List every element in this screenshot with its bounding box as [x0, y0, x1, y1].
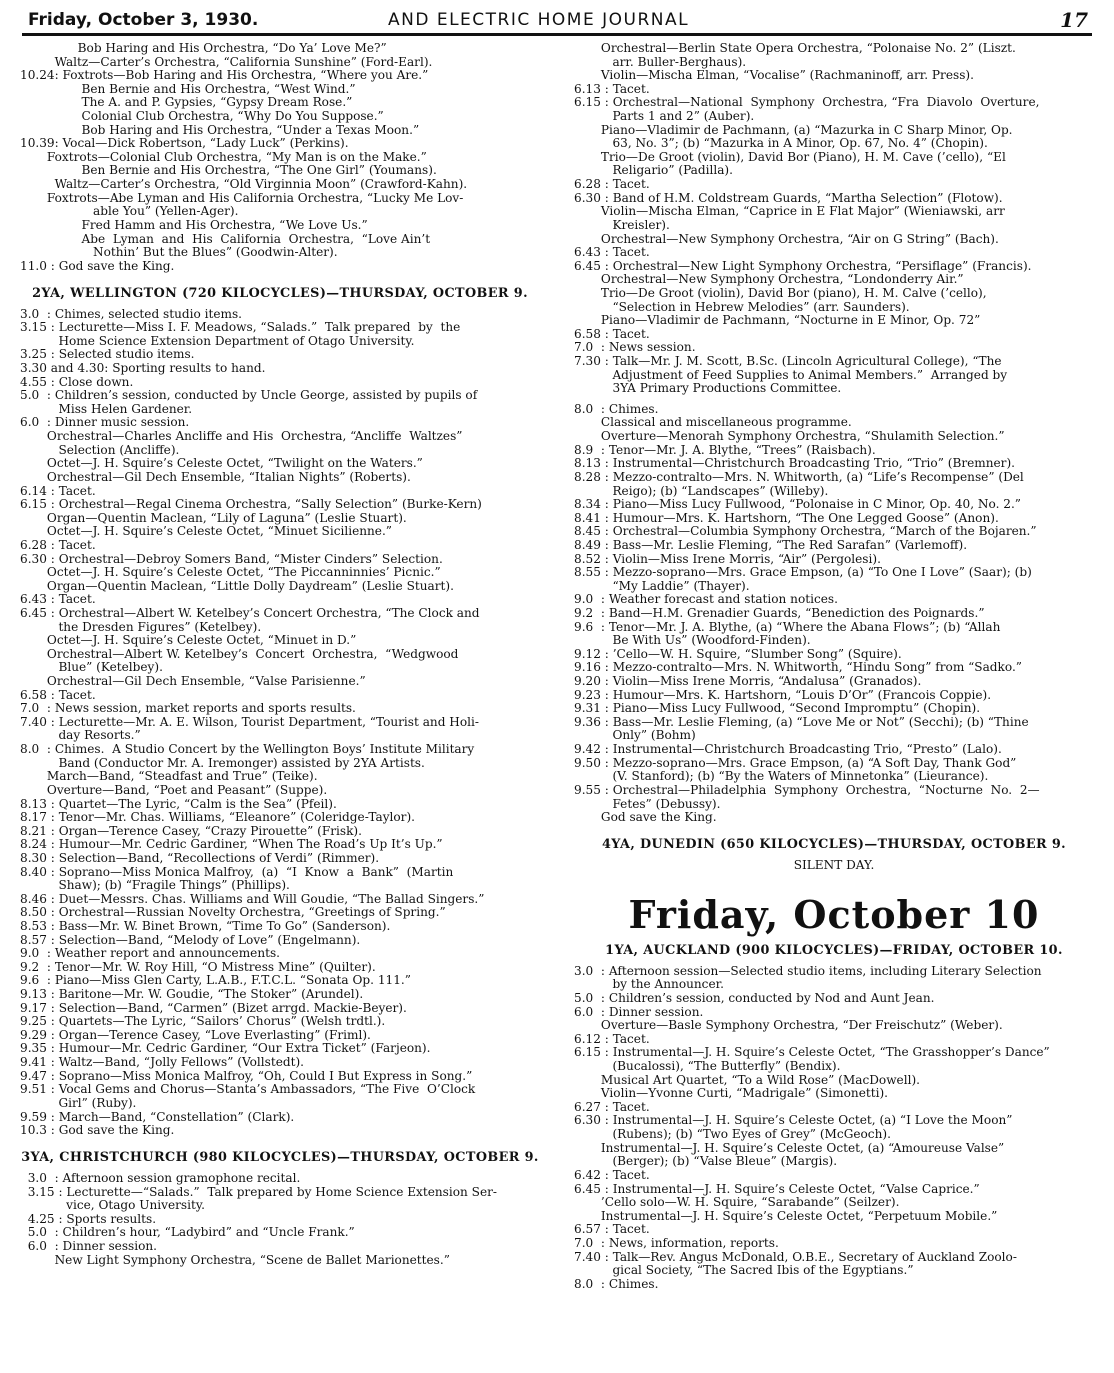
program-line: Abe Lyman and His California Orchestra, “Love Ain’t [20, 231, 431, 246]
program-line: “Selection in Hebrew Melodies” (arr. Saunders). [574, 299, 910, 314]
program-line: 9.31 : Piano—Miss Lucy Fullwood, “Second Impromptu” (Chopin). [574, 701, 981, 716]
program-line: Octet—J. H. Squire’s Celeste Octet, “Minuet in D.” [20, 633, 357, 648]
program-line: 9.42 : Instrumental—Christchurch Broadcasting Trio, “Presto” (Lalo). [574, 742, 1002, 757]
program-line: Home Science Extension Department of Otago University. [20, 333, 415, 348]
program-line: 6.30 : Band of H.M. Coldstream Guards, “Martha Selection” (Flotow). [574, 190, 1003, 205]
program-line: 6.28 : Tacet. [20, 537, 96, 552]
program-line: Colonial Club Orchestra, “Why Do You Suppose.” [20, 109, 384, 124]
program-line: 6.43 : Tacet. [574, 245, 650, 260]
program-line: 6.43 : Tacet. [20, 592, 96, 607]
program-line: Parts 1 and 2” (Auber). [574, 109, 755, 124]
program-line: Overture—Basle Symphony Orchestra, “Der Freischutz” (Weber). [574, 1018, 1003, 1033]
program-line: 8.9 : Tenor—Mr. J. A. Blythe, “Trees” (Raisbach). [574, 442, 876, 457]
program-line: 8.28 : Mezzo-contralto—Mrs. N. Whitworth, (a) “Life’s Recompense” (Del [574, 469, 1024, 484]
spacer [20, 273, 540, 287]
program-line: Adjustment of Feed Supplies to Animal Members.” Arranged by [574, 367, 1008, 382]
program-line: the Dresden Figures” (Ketelbey). [20, 619, 262, 634]
program-line: 9.35 : Humour—Mr. Cedric Gardiner, “Our Extra Ticket” (Farjeon). [20, 1041, 431, 1056]
program-line: 9.6 : Piano—Miss Glen Carty, L.A.B., F.T.C.L. “Sonata Op. 111.” [20, 973, 411, 988]
program-line: 6.28 : Tacet. [574, 177, 650, 192]
program-line: Octet—J. H. Squire’s Celeste Octet, “Twilight on the Waters.” [20, 456, 423, 471]
station-heading: 2YA, WELLINGTON (720 KILOCYCLES)—THURSDAY, OCTOBER 9. [32, 285, 528, 301]
program-line: Piano—Vladimir de Pachmann, (a) “Mazurka in C Sharp Minor, Op. [574, 122, 1013, 137]
program-line: 6.12 : Tacet. [574, 1031, 650, 1046]
program-line: 3.15 : Lecturette—“Salads.” Talk prepared by Home Science Extension Ser- [20, 1184, 497, 1199]
program-line: Orchestral—Charles Ancliffe and His Orchestra, “Ancliffe Waltzes” [20, 429, 463, 444]
program-line: day Resorts.” [20, 728, 141, 743]
program-line: 4.55 : Close down. [20, 374, 134, 389]
program-line: Girl” (Ruby). [20, 1095, 137, 1110]
program-line: 6.0 : Dinner session. [574, 1004, 704, 1019]
program-line: God save the King. [574, 810, 717, 825]
program-line: Kreisler). [574, 217, 670, 232]
station-heading: 1YA, AUCKLAND (900 KILOCYCLES)—FRIDAY, OCTOBER 10. [605, 943, 1063, 959]
program-line: Orchestral—Gil Dech Ensemble, “Italian Nights” (Roberts). [20, 469, 411, 484]
program-line: 3.30 and 4.30: Sporting results to hand. [20, 361, 266, 376]
program-line: 6.45 : Orchestral—New Light Symphony Orchestra, “Persiflage” (Francis). [574, 258, 1032, 273]
station-heading: 4YA, DUNEDIN (650 KILOCYCLES)—THURSDAY, OCTOBER 9. [601, 837, 1067, 853]
program-line: 8.57 : Selection—Band, “Melody of Love” (Engelmann). [20, 932, 361, 947]
program-line: 8.0 : Chimes. [574, 1276, 659, 1291]
program-line: 6.0 : Dinner music session. [20, 415, 190, 430]
program-line: (Rubens); (b) “Two Eyes of Grey” (McGeoch). [574, 1127, 891, 1142]
program-line: 6.27 : Tacet. [574, 1099, 650, 1114]
program-line: gical Society, “The Sacred Ibis of the Egyptians.” [574, 1263, 914, 1278]
program-line: 5.0 : Children’s hour, “Ladybird” and “Uncle Frank.” [20, 1225, 355, 1240]
station-heading: 3YA, CHRISTCHURCH (980 KILOCYCLES)—THURSDAY, OCTOBER 9. [21, 1150, 539, 1166]
program-line: 6.14 : Tacet. [20, 483, 96, 498]
program-line: 6.15 : Instrumental—J. H. Squire’s Celeste Octet, “The Grasshopper’s Dance” [574, 1045, 1050, 1060]
program-line: 6.58 : Tacet. [20, 687, 96, 702]
header-date: Friday, October 3, 1930. [28, 10, 259, 30]
program-line: 6.42 : Tacet. [574, 1167, 650, 1182]
program-line: Orchestral—Berlin State Opera Orchestra, “Polonaise No. 2” (Liszt. [574, 41, 1016, 55]
program-line: 6.15 : Orchestral—National Symphony Orchestra, “Fra Diavolo Overture, [574, 95, 1040, 110]
program-line: 8.24 : Humour—Mr. Cedric Gardiner, “When The Road’s Up It’s Up.” [20, 837, 443, 852]
program-line: 8.41 : Humour—Mrs. K. Hartshorn, “The One Legged Goose” (Anon). [574, 510, 999, 525]
program-line: 6.57 : Tacet. [574, 1222, 650, 1237]
centered-note: SILENT DAY. [793, 857, 875, 872]
program-line: 8.45 : Orchestral—Columbia Symphony Orchestra, “March of the Bojaren.” [574, 524, 1037, 539]
program-line: 8.49 : Bass—Mr. Leslie Fleming, “The Red Sarafan” (Varlemoff). [574, 537, 968, 552]
program-line: 9.2 : Tenor—Mr. W. Roy Hill, “O Mistress Mine” (Quilter). [20, 959, 376, 974]
program-line: Orchestral—New Symphony Orchestra, “Air on G String” (Bach). [574, 231, 999, 246]
spacer [574, 873, 1094, 887]
spacer [20, 1138, 540, 1152]
program-line: 9.51 : Vocal Gems and Chorus—Stanta’s Ambassadors, “The Five O’Clock [20, 1082, 476, 1097]
program-line: 3.0 : Chimes, selected studio items. [20, 306, 243, 321]
program-line: Reigo); (b) “Landscapes” (Willeby). [574, 483, 829, 498]
program-line: 8.13 : Quartet—The Lyric, “Calm is the Sea” (Pfeil). [20, 796, 337, 811]
program-line: Trio—De Groot (violin), David Bor (piano), H. M. Calve (’cello), [574, 285, 987, 300]
program-line: Organ—Quentin Maclean, “Little Dolly Daydream” (Leslie Stuart). [20, 578, 454, 593]
program-line: 7.0 : News session. [574, 340, 696, 355]
program-line: Shaw); (b) “Fragile Things” (Phillips). [20, 878, 290, 893]
program-line: 9.59 : March—Band, “Constellation” (Clark). [20, 1109, 295, 1124]
program-line: Instrumental—J. H. Squire’s Celeste Octet, (a) “Amoureuse Valse” [574, 1140, 1005, 1155]
program-line: (Berger); (b) “Valse Bleue” (Margis). [574, 1154, 838, 1169]
program-line: New Light Symphony Orchestra, “Scene de Ballet Marionettes.” [20, 1252, 450, 1267]
program-line: 7.40 : Talk—Rev. Angus McDonald, O.B.E., Secretary of Auckland Zoolo- [574, 1249, 1017, 1264]
program-line: vice, Otago University. [20, 1198, 205, 1213]
program-line: Instrumental—J. H. Squire’s Celeste Octet, “Perpetuum Mobile.” [574, 1208, 998, 1223]
program-line: Orchestral—New Symphony Orchestra, “Londonderry Air.” [574, 272, 964, 287]
program-line: Octet—J. H. Squire’s Celeste Octet, “Minuet Sicilienne.” [20, 524, 392, 539]
program-line: 8.17 : Tenor—Mr. Chas. Williams, “Eleanore” (Coleridge-Taylor). [20, 810, 416, 825]
left-column [20, 42, 540, 1267]
program-line: 9.0 : Weather report and announcements. [20, 946, 281, 961]
program-line: 9.16 : Mezzo-contralto—Mrs. N. Whitworth, “Hindu Song” from “Sadko.” [574, 660, 1022, 675]
program-line: March—Band, “Steadfast and True” (Teike). [20, 769, 318, 784]
program-line: Piano—Vladimir de Pachmann, “Nocturne in E Minor, Op. 72” [574, 313, 981, 328]
program-line: Overture—Band, “Poet and Peasant” (Suppe). [20, 782, 328, 797]
program-line: 8.30 : Selection—Band, “Recollections of Verdi” (Rimmer). [20, 850, 380, 865]
program-line: able You” (Yellen-Ager). [20, 204, 239, 219]
program-line: Miss Helen Gardener. [20, 401, 193, 416]
program-line: Ben Bernie and His Orchestra, “The One Girl” (Youmans). [20, 163, 437, 178]
program-line: 9.0 : Weather forecast and station notices. [574, 592, 838, 607]
program-line: 8.13 : Instrumental—Christchurch Broadcasting Trio, “Trio” (Bremner). [574, 456, 1016, 471]
program-line: The A. and P. Gypsies, “Gypsy Dream Rose.” [20, 95, 353, 110]
program-line: Orchestral—Albert W. Ketelbey’s Concert Orchestra, “Wedgwood [20, 646, 459, 661]
program-line: 8.46 : Duet—Messrs. Chas. Williams and Will Goudie, “The Ballad Singers.” [20, 891, 485, 906]
program-line: 7.40 : Lecturette—Mr. A. E. Wilson, Tourist Department, “Tourist and Holi- [20, 714, 479, 729]
program-line: 9.25 : Quartets—The Lyric, “Sailors’ Chorus” (Welsh trdtl.). [20, 1014, 386, 1029]
program-line: 9.47 : Soprano—Miss Monica Malfroy, “Oh, Could I But Express in Song.” [20, 1068, 473, 1083]
page-header [28, 8, 1088, 32]
program-line: 8.0 : Chimes. A Studio Concert by the Wellington Boys’ Institute Military [20, 742, 475, 757]
program-line: 3YA Primary Productions Committee. [574, 381, 842, 396]
program-line: 3.15 : Lecturette—Miss I. F. Meadows, “Salads.” Talk prepared by the [20, 320, 461, 335]
program-line: Fetes” (Debussy). [574, 796, 721, 811]
program-line: Violin—Mischa Elman, “Caprice in E Flat Major” (Wieniawski, arr [574, 204, 1005, 219]
program-line: 6.30 : Instrumental—J. H. Squire’s Celeste Octet, (a) “I Love the Moon” [574, 1113, 1013, 1128]
header-title: AND ELECTRIC HOME JOURNAL [388, 10, 690, 30]
program-line: 9.2 : Band—H.M. Grenadier Guards, “Benediction des Poignards.” [574, 605, 985, 620]
program-line: Only” (Bohm) [574, 728, 696, 743]
program-line: Classical and miscellaneous programme. [574, 415, 852, 430]
program-line: 9.36 : Bass—Mr. Leslie Fleming, (a) “Love Me or Not” (Secchi); (b) “Thine [574, 714, 1029, 729]
program-line: 6.13 : Tacet. [574, 81, 650, 96]
program-line: Nothin’ But the Blues” (Goodwin-Alter). [20, 245, 338, 260]
program-line: 10.39: Vocal—Dick Robertson, “Lady Luck” (Perkins). [20, 136, 349, 151]
program-line: (V. Stanford); (b) “By the Waters of Minnetonka” (Lieurance). [574, 769, 989, 784]
program-line: 9.12 : ’Cello—W. H. Squire, “Slumber Song” (Squire). [574, 646, 902, 661]
program-line: 8.52 : Violin—Miss Irene Morris, “Air” (Pergolesi). [574, 551, 881, 566]
program-line: ’Cello solo—W. H. Squire, “Sarabande” (Seilzer). [574, 1195, 900, 1210]
program-line: 8.53 : Bass—Mr. W. Binet Brown, “Time To Go” (Sanderson). [20, 919, 391, 933]
program-line: (Bucalossi), “The Butterfly” (Bendix). [574, 1059, 841, 1074]
program-line: 8.34 : Piano—Miss Lucy Fullwood, “Polonaise in C Minor, Op. 40, No. 2.” [574, 497, 1021, 512]
right-column [574, 42, 1094, 1291]
program-line: 9.29 : Organ—Terence Casey, “Love Everlasting” (Friml). [20, 1027, 371, 1042]
program-line: 7.0 : News, information, reports. [574, 1235, 779, 1250]
program-line: 6.58 : Tacet. [574, 326, 650, 341]
program-line: Be With Us” (Woodford-Finden). [574, 633, 811, 648]
program-line: Musical Art Quartet, “To a Wild Rose” (MacDowell). [574, 1072, 921, 1087]
header-rule [22, 33, 1092, 36]
program-line: 8.55 : Mezzo-soprano—Mrs. Grace Empson, (a) “To One I Love” (Saar); (b) [574, 565, 1032, 580]
program-line: 9.50 : Mezzo-soprano—Mrs. Grace Empson, (a) “A Soft Day, Thank God” [574, 755, 1017, 770]
program-line: Blue” (Ketelbey). [20, 660, 163, 675]
program-line: 8.50 : Orchestral—Russian Novelty Orchestra, “Greetings of Spring.” [20, 905, 446, 920]
program-line: 9.6 : Tenor—Mr. J. A. Blythe, (a) “Where the Abana Flows”; (b) “Allah [574, 619, 1001, 634]
program-line: Violin—Mischa Elman, “Vocalise” (Rachmaninoff, arr. Press). [574, 68, 974, 83]
program-line: Waltz—Carter’s Orchestra, “California Sunshine” (Ford-Earl). [20, 54, 433, 69]
program-line: 11.0 : God save the King. [20, 258, 175, 273]
program-line: 10.3 : God save the King. [20, 1123, 175, 1138]
program-line: arr. Buller-Berghaus). [574, 54, 747, 69]
program-line: 8.40 : Soprano—Miss Monica Malfroy, (a) “I Know a Bank” (Martin [20, 864, 454, 879]
program-line: Overture—Menorah Symphony Orchestra, “Shulamith Selection.” [574, 429, 1005, 444]
program-line: Foxtrots—Colonial Club Orchestra, “My Man is on the Make.” [20, 149, 427, 164]
program-line: 9.55 : Orchestral—Philadelphia Symphony Orchestra, “Nocturne No. 2— [574, 782, 1040, 797]
program-line: 3.0 : Afternoon session—Selected studio items, including Literary Selection [574, 963, 1042, 978]
page-number: 17 [1060, 8, 1088, 32]
program-line: Ben Bernie and His Orchestra, “West Wind.” [20, 81, 356, 96]
program-line: 3.0 : Afternoon session gramophone recital. [20, 1170, 301, 1185]
program-line: Band (Conductor Mr. A. Iremonger) assisted by 2YA Artists. [20, 755, 425, 770]
program-line: 9.13 : Baritone—Mr. W. Goudie, “The Stoker” (Arundel). [20, 987, 364, 1002]
program-line: 8.0 : Chimes. [574, 401, 659, 416]
program-line: Bob Haring and His Orchestra, “Under a Texas Moon.” [20, 122, 420, 137]
program-line: 6.0 : Dinner session. [20, 1239, 158, 1254]
program-line: Selection (Ancliffe). [20, 442, 180, 457]
program-line: Octet—J. H. Squire’s Celeste Octet, “The Piccanninnies’ Picnic.” [20, 565, 441, 580]
program-line: 63, No. 3”; (b) “Mazurka in A Minor, Op. 67, No. 4” (Chopin). [574, 136, 988, 151]
program-line: 8.21 : Organ—Terence Casey, “Crazy Pirouette” (Frisk). [20, 823, 362, 838]
program-line: Orchestral—Gil Dech Ensemble, “Valse Parisienne.” [20, 674, 366, 689]
program-line: 9.41 : Waltz—Band, “Jolly Fellows” (Vollstedt). [20, 1055, 305, 1070]
program-line: Religario” (Padilla). [574, 163, 733, 178]
program-line: by the Announcer. [574, 977, 724, 992]
program-line: 5.0 : Children’s session, conducted by Nod and Aunt Jean. [574, 991, 935, 1005]
spacer [574, 825, 1094, 839]
program-line: 7.30 : Talk—Mr. J. M. Scott, B.Sc. (Lincoln Agricultural College), “The [574, 354, 1002, 369]
day-heading: Friday, October 10 [628, 892, 1040, 938]
program-line: Waltz—Carter’s Orchestra, “Old Virginnia Moon” (Crawford-Kahn). [20, 177, 468, 192]
program-line: 7.0 : News session, market reports and sports results. [20, 701, 356, 716]
program-line: Trio—De Groot (violin), David Bor (Piano), H. M. Cave (’cello), “El [574, 149, 1006, 164]
program-line: 5.0 : Children’s session, conducted by Uncle George, assisted by pupils of [20, 388, 478, 403]
program-line: 10.24: Foxtrots—Bob Haring and His Orchestra, “Where you Are.” [20, 68, 429, 83]
program-line: Violin—Yvonne Curti, “Madrigale” (Simonetti). [574, 1086, 889, 1101]
program-line: 3.25 : Selected studio items. [20, 347, 195, 362]
program-line: 9.23 : Humour—Mrs. K. Hartshorn, “Louis D’Or” (Francois Coppie). [574, 687, 992, 702]
program-line: “My Laddie” (Thayer). [574, 578, 750, 593]
program-line: Organ—Quentin Maclean, “Lily of Laguna” (Leslie Stuart). [20, 510, 407, 525]
program-line: 6.30 : Orchestral—Debroy Somers Band, “Mister Cinders” Selection. [20, 551, 443, 566]
program-line: Foxtrots—Abe Lyman and His California Orchestra, “Lucky Me Lov- [20, 190, 464, 205]
program-line: 9.20 : Violin—Miss Irene Morris, “Andalusa” (Granados). [574, 674, 922, 689]
program-line: 6.45 : Orchestral—Albert W. Ketelbey’s Concert Orchestra, “The Clock and [20, 605, 480, 620]
program-line: 4.25 : Sports results. [20, 1211, 157, 1226]
program-line: 6.45 : Instrumental—J. H. Squire’s Celeste Octet, “Valse Caprice.” [574, 1181, 980, 1196]
program-line: Bob Haring and His Orchestra, “Do Ya’ Love Me?” [20, 41, 387, 55]
program-line: 9.17 : Selection—Band, “Carmen” (Bizet arrgd. Mackie-Beyer). [20, 1000, 407, 1015]
program-line: 6.15 : Orchestral—Regal Cinema Orchestra, “Sally Selection” (Burke-Kern) [20, 497, 482, 512]
program-line: Fred Hamm and His Orchestra, “We Love Us.” [20, 217, 368, 232]
